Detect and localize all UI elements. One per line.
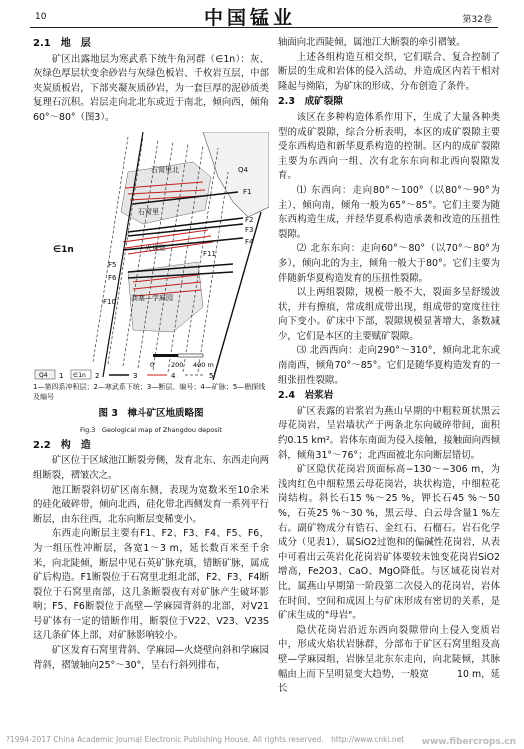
label-huoshaobi: 火烧壁 — [145, 243, 166, 252]
section-2-2-paragraph-2: 池江断裂斜切矿区南东侧，表现为宽数米至10余米的硅化破碎带，倾向北西，硅化带北西侧发育一系列平行断层，由东往西，北东向断层变稀变小。 — [33, 484, 269, 525]
page-number: 10 — [35, 12, 47, 22]
figure-caption-en: Fig.3 Geological map of Zhangdou deposit — [80, 426, 222, 435]
label-f10: F10 — [103, 297, 116, 306]
left-column — [33, 36, 269, 673]
watermark: www.fibercrops.cn — [421, 737, 516, 747]
legend-num-4: 4 — [171, 371, 176, 380]
section-2-2-heading: 2.2 构 造 — [33, 439, 91, 451]
section-2-3-heading: 2.3 成矿裂隙 — [278, 96, 343, 108]
legend-num-2: 2 — [95, 371, 100, 380]
section-2-1-heading: 2.1 地 层 — [33, 38, 91, 49]
page-header — [0, 0, 524, 30]
scale-end: 400 m — [193, 360, 214, 369]
section-2-3-paragraph-4: 以上两组裂隙，规模一般不大，裂面多呈舒缓波状，并有擦痕，常成组成带出现，组成带的宽度往往向下变小。矿床中下部，裂隙规模显著增大，条数减少，它们是本区的主要赋矿裂隙。 — [278, 287, 500, 342]
volume-label: 第32卷 — [462, 15, 492, 25]
section-2-2-paragraph-1: 矿区位于区域池江断裂旁侧，发育北东、东西走向两组断裂，褶皱次之。 — [33, 455, 269, 481]
section-2-3-paragraph-2: ⑴ 东西向：走向80°～100°（以80°～90°为主），倾向南，倾角一般为65°～85°。它们主要为随东西构造生成，并经华夏系构造承袭和改造的压扭性裂隙。 — [278, 184, 500, 240]
scale-mid: 200 — [171, 360, 184, 369]
label-c1n: ∈1n — [53, 244, 74, 255]
section-2-4-paragraph-1: 矿区表露的岩浆岩为燕山早期的中粗粒斑状黑云母花岗岩，呈岩墙状产于两条北东向破碎带间，面积约0.15 km²。岩体东南面为侵入接触，接触面向西倾斜，倾角31°～76°；北西面被北东向断层错切。 — [278, 405, 500, 461]
label-f4: F4 — [245, 237, 254, 246]
section-2-2-paragraph-4: 矿区发育石窝里背斜、学麻园—火烧壁向斜和学麻园背斜，褶皱轴向25°～30°，呈右行斜列排布， — [33, 645, 269, 671]
header-rule — [30, 27, 498, 28]
section-2-4-paragraph-3: 隐伏花岗岩沿近东西向裂隙带向上侵入变质岩中，形成火焰状岩脉群，分部布于矿区石窝里组及高壁—学麻园组，岩脉呈北东东走向，向北陡倾，其脉幅由上而下呈明显变大趋势，一般宽 10 m，延长 — [278, 624, 500, 695]
label-shiwo: 石窝里 — [138, 207, 159, 216]
legend-num-1: 1 — [59, 371, 64, 380]
legend-q4: Q4 — [39, 371, 48, 379]
label-f1: F1 — [243, 187, 252, 196]
journal-title: 中国锰业 — [204, 7, 297, 29]
geological-map — [33, 132, 269, 380]
section-2-3-paragraph-1: 该区在多种构造体系作用下，生成了大量各种类型的成矿裂隙，综合分析表明，本区的成矿裂隙主要受东西构造和新华夏系构造的控制。区内的成矿裂隙主要为东西向一组、次有北东东向和北西向裂隙发育。 — [278, 111, 500, 182]
right-column — [278, 36, 500, 697]
section-2-4-paragraph-2: 矿区隐伏花岗岩顶面标高−130～−306 m，为浅肉红色中细粒黑云母花岗岩，块状构造，中细粒花岗结构。斜长石15 %～25 %，钾长石45 %～50 %，石英25 %～30 %，黑云母、白云母含量1 %左右。副矿物成分有锆石、金红石、石榴石。岩石化学成分（见表1），属SiO2过饱和的偏碱性花岗岩，从表中可看出云英岩化花岗岩矿体要较未蚀变花岗岩SiO2增高，Fe2O3、CaO、MgO降低。与区域花岗岩对比，属燕山早期第一阶段第二次侵入的花岗岩，岩体在时间、空间和成因上与矿床形成有密切的关系，是矿床生成的"母岩"。 — [278, 464, 500, 622]
section-2-3-paragraph-3: ⑵ 北东东向：走向60°～80°（以70°～80°为多），倾向北的为主，倾角一般大于80°。它们主要为伴随新华夏构造发育的压扭性裂隙。 — [278, 243, 500, 284]
label-shiwo-north: 石窝里北 — [151, 165, 179, 174]
label-f2: F2 — [245, 215, 254, 224]
figure-caption-cn: 图 3 樟斗矿区地质略图 — [98, 407, 204, 419]
figure-legend: 1—第四系冲积层；2—寒武系下统；3—断层、编号；4—矿脉；5—勘探线及编号 — [33, 382, 266, 401]
label-f3: F3 — [245, 225, 254, 234]
section-2-3-paragraph-5: ⑶ 北西西向：走向290°～310°，倾向北北东或南南西，倾角70°～85°。它们是随华夏构造发育的一组张扭性裂隙。 — [278, 345, 500, 386]
scale-zero: 0 — [150, 360, 155, 369]
label-gaosai: 高塞—学麻园 — [131, 293, 173, 302]
label-f11: F11 — [203, 249, 216, 258]
section-2-1-paragraph: 矿区出露地层为寒武系下统牛角河群（∈1n）：灰、灰绿色厚层状变余砂岩与灰绿色板岩、千枚岩互层，中部夹炭质板岩，下部夹凝灰质砂岩，为一套巨厚的泥砂质类复理石沉积。岩层走向北北东或近于南北，倾向西，倾角60°～80°（图3）。 — [33, 53, 269, 123]
figure-3 — [33, 132, 269, 438]
copyright-footer: ?1994-2017 China Academic Journal Electronic Publishing House. All rights reserved. http://www.cnki.net — [6, 735, 405, 744]
label-f6: F6 — [108, 273, 117, 282]
legend-num-3: 3 — [133, 371, 138, 380]
legend-c1n: ∈1n — [73, 371, 86, 379]
right-paragraph-2: 上述各组构造互相交织，它们联合、复合控制了断层的生成和岩体的侵入活动，并造成区内若干相对隆起与拗陷，为矿床的形成、分布创造了条件。 — [278, 51, 500, 92]
section-2-2-paragraph-3: 东西走向断层主要有F1、F2、F3、F4、F5、F6，为一组压性冲断层，各宽1～3 m，延长数百米至千余米，向北陡倾，断层中见石英矿脉充填，错断矿脉，属成矿后构造。F1断裂位于石窝里北组北部，F2、F3、F4断裂位于石窝里南部，这几条断裂夜有对矿脉产生破坏影响；F5、F6断裂位于高壁—学麻园背斜的北部，对V21号矿体有一定的错断作用，断裂位于V22、V23、V23S这几条矿体上部，对矿脉影响较小。 — [33, 528, 269, 642]
label-f5: F5 — [108, 260, 117, 269]
right-paragraph-1: 轴面向北西陡倾，属池江大断裂的牵引褶皱。 — [278, 37, 466, 48]
legend-num-5: 5 — [209, 371, 214, 380]
section-2-4-heading: 2.4 岩浆岩 — [278, 390, 334, 402]
label-q4: Q4 — [238, 165, 248, 174]
